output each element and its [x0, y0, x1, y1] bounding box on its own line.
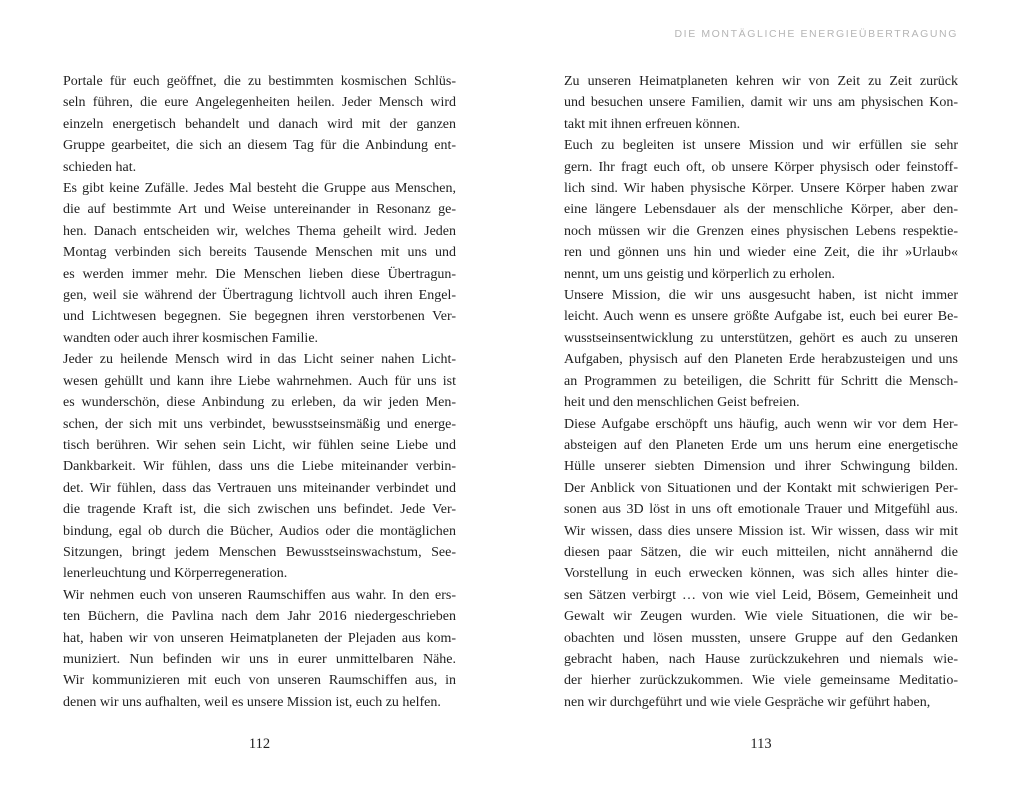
paragraph [564, 414, 958, 714]
text-line: Sitzungen, bringt jedem Menschen Bewusstseinswachstum, See- [63, 544, 456, 560]
text-line: bindung, egal ob durch die Bücher, Audios oder die montäglichen [63, 523, 456, 539]
text-line: Unsere Mission, die wir uns ausgesucht haben, ist nicht immer [564, 288, 958, 304]
paragraph [63, 71, 456, 178]
text-line: hat, haben wir von unseren Heimatplaneten der Plejaden aus kom- [63, 630, 456, 646]
text-line: Wir nehmen euch von unseren Raumschiffen aus wahr. In den ers- [63, 587, 456, 603]
text-line: es werden immer mehr. Die Menschen lieben diese Übertragun- [63, 266, 456, 282]
text-line: es wunderschön, diese Anbindung zu erleben, da wir jeden Men- [63, 395, 456, 411]
text-line: eine längere Lebensdauer als der menschliche Körper, aber den- [564, 202, 958, 218]
text-line: Portale für euch geöffnet, die zu bestimmten kosmischen Schlüs- [63, 74, 456, 89]
paragraph [63, 349, 456, 584]
text-line: gern. Ihr fragt euch oft, ob unsere Körper physisch oder feinstoff- [564, 159, 958, 175]
text-line: ten Büchern, die Pavlina nach dem Jahr 2016 niedergeschrieben [63, 609, 456, 625]
text-line: ren und gönnen uns hin und wieder eine Zeit, die ihr »Urlaub« [564, 245, 958, 261]
page-right-text [564, 71, 958, 713]
text-line: Vorstellung in euch erwecken können, was sich alles hinter die- [564, 566, 958, 582]
text-line: an Programmen zu beteiligen, die Schritt für Schritt die Mensch- [564, 373, 958, 389]
text-line: seln führen, die eure Angelegenheiten heilen. Jeder Mensch wird [63, 95, 456, 111]
running-title: DIE MONTÄGLICHE ENERGIEÜBERTRAGUNG [674, 28, 958, 40]
text-line: sonen aus 3D löst in uns oft emotionale Trauer und Mitgefühl aus. [564, 502, 958, 518]
text-line: Gewalt wir Zeugen wurden. Wie viele Situationen, die wir be- [564, 609, 958, 625]
text-line: schen, der sich mit uns verbindet, bewusstseinsmäßig und energe- [63, 416, 456, 432]
text-line: Aufgaben, physisch auf den Planeten Erde herabzusteigen und uns [564, 352, 958, 368]
text-line: Wir kommunizieren mit euch von unseren Raumschiffen aus, in [63, 673, 456, 689]
text-line: die auf bestimmte Art und Weise untereinander in Resonanz ge- [63, 202, 456, 218]
text-line: nennt, um uns geistig und körperlich zu erholen. [564, 266, 835, 282]
text-line: hen. Danach entscheiden wir, welches Thema geheilt wird. Jeden [63, 223, 456, 239]
page-number-left: 112 [248, 736, 271, 752]
text-line: gen, weil sie während der Übertragung lichtvoll auch ihren Engel- [63, 288, 456, 304]
text-line: Zu unseren Heimatplaneten kehren wir von Zeit zu Zeit zurück [564, 74, 958, 89]
page-number-right: 113 [750, 736, 772, 752]
text-line: Wir wissen, dass dies unsere Mission ist. Wir wissen, dass wir mit [564, 523, 958, 539]
text-line: Diese Aufgabe erschöpft uns häufig, auch wenn wir vor dem Her- [564, 416, 958, 432]
page-left-text [63, 71, 456, 713]
text-line: Jeder zu heilende Mensch wird in das Licht seiner nahen Licht- [63, 352, 456, 368]
text-line: sen Sätzen verbirgt … von wie viel Leid, Bösem, Gemeinheit und [564, 587, 958, 603]
text-line: Hülle unserer siebten Dimension und ihrer Schwingung bilden. [564, 459, 958, 475]
text-line: Gruppe gearbeitet, die sich an diesem Tag für die Anbindung ent- [63, 138, 456, 154]
text-line: obachten und lösen mussten, unsere Gruppe auf den Gedanken [564, 630, 958, 646]
text-line: wusstseinsentwicklung zu unterstützen, gehört es auch zu unseren [564, 330, 958, 346]
text-line: Montag verbinden sich bereits Tausende Menschen mit uns und [63, 245, 456, 261]
text-line: denen wir uns aufhalten, weil es unsere Mission ist, euch zu helfen. [63, 694, 441, 710]
text-line: muniziert. Nun befinden wir uns in eurer unmittelbaren Nähe. [63, 651, 456, 667]
text-line: schieden hat. [63, 159, 137, 175]
paragraph [63, 585, 456, 713]
text-line: Der Anblick von Situationen und der Kontakt mit schwierigen Per- [564, 480, 958, 496]
paragraph [564, 285, 958, 413]
text-line: takt mit ihnen erfreuen können. [564, 116, 741, 132]
text-line: diesen paar Sätzen, die wir euch mitteilen, nicht annähernd die [564, 544, 958, 560]
text-line: gebracht haben, nach Hause zurückzukehren und niemals wie- [564, 651, 958, 667]
text-line: tisch berühren. Wir sehen sein Licht, wir fühlen seine Liebe und [63, 437, 456, 453]
text-line: wandten oder auch ihrer kosmischen Familie. [63, 330, 319, 346]
text-line: heit und den menschlichen Geist befreien. [564, 395, 800, 411]
paragraph [564, 71, 958, 135]
text-line: lich sind. Wir haben physische Körper. Unsere Körper haben zwar [564, 181, 958, 197]
text-line: und besuchen unsere Familien, damit wir uns am physischen Kon- [564, 95, 958, 111]
text-line: wesen gehüllt und kann ihre Liebe wahrnehmen. Auch für uns ist [63, 373, 456, 389]
text-line: Dankbarkeit. Wir fühlen, dass uns die Liebe miteinander verbin- [63, 459, 456, 475]
text-line: absteigen auf den Planeten Erde um uns herum eine energetische [564, 437, 958, 453]
text-line: lenerleuchtung und Körperregeneration. [63, 566, 288, 582]
text-line: einzeln energetisch behandelt und danach wird mit der ganzen [63, 116, 456, 132]
text-line: det. Wir fühlen, dass das Vertrauen uns miteinander verbindet und [63, 480, 456, 496]
text-line: der hierher zurückzukommen. Wie viele gemeinsame Meditatio- [564, 673, 958, 689]
paragraph [63, 178, 456, 349]
text-line: leicht. Auch wenn es unsere größte Aufgabe ist, euch bei eurer Be- [564, 309, 958, 325]
text-line: nen wir durchgeführt und wie viele Gespräche wir geführt haben, [564, 694, 931, 710]
paragraph [564, 135, 958, 285]
text-line: Euch zu begleiten ist unsere Mission und wir erfüllen sie sehr [564, 138, 958, 154]
text-line: Es gibt keine Zufälle. Jedes Mal besteht die Gruppe aus Menschen, [63, 181, 456, 197]
text-line: die tragende Kraft ist, die sich zwischen uns befindet. Jede Ver- [63, 502, 456, 518]
text-line: und Lichtwesen begegnen. Sie begegnen ihren verstorbenen Ver- [63, 309, 456, 325]
text-line: noch müssen wir die Grenzen eines physischen Lebens respektie- [564, 223, 958, 239]
